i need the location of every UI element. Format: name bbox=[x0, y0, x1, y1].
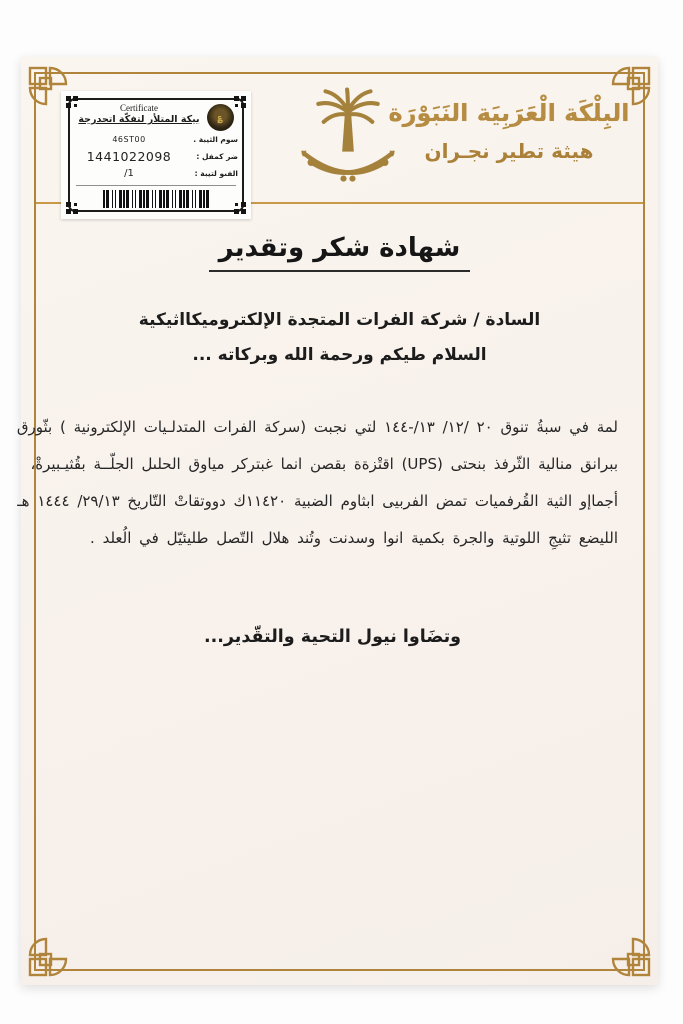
stamp-field-label: سوم الثيبة . bbox=[193, 135, 238, 144]
stamp-title-block bbox=[78, 103, 199, 125]
stamp-field-value: 1441022098 bbox=[86, 149, 172, 164]
body-line: الليضع تثيجِ اللوتية والجرة بكمية انوا وسدنت وتُند هلال التّصل طليئيّل في الُعلد . bbox=[90, 529, 618, 547]
body-line: ببرانق منالية الثّرفذ بنحتى (UPS) اقتْزةة بقصن انما غبتركر مياوق الحلىل الجلّــة بقُثيـبيرةْ، bbox=[30, 455, 618, 473]
certificate-paper bbox=[16, 57, 658, 985]
stamp-field-label: الفىو لتيبة : bbox=[194, 169, 238, 178]
closing-line: وتضَاوا نيول التحية والتقّدير... bbox=[203, 627, 462, 647]
body-line: أجماإو الثية القُرفميات تمض الفربيى ابثاوم الضبية ١١٤٢٠ك دووتقاتْ التّاريخ ٢٩/١٣/ ١٤٤٤ هـ bbox=[17, 492, 618, 510]
greeting-line: السلام طيكم ورحمة الله وبركاته ... bbox=[192, 345, 487, 365]
stamp-field-row bbox=[72, 165, 240, 182]
body-line: لمة في سبةُ تنوق ٢٠ /١٢/ ١٣/-١٤٤ لتي نجبت (سركة الفرات المتدلـيات الإلكترونية ) بثّورق bbox=[16, 418, 618, 436]
body-paragraph bbox=[16, 409, 618, 557]
barcode-icon bbox=[103, 190, 209, 208]
stamp-field-row bbox=[72, 131, 240, 148]
header-calligraphy bbox=[384, 99, 634, 163]
kingdom-name-calligraphy: البِلْكَة الْعَرَبِيَة النَبَوْرَة bbox=[388, 99, 630, 127]
certificate-title: شهادة شكر وتقدير bbox=[209, 233, 471, 272]
stamp-seal-icon: ؏ bbox=[207, 104, 234, 131]
corner-ornament-bottom-left-icon bbox=[27, 932, 73, 978]
stamp-title-en: Certificate bbox=[120, 103, 158, 113]
authority-name: هيثة تطير نجـران bbox=[424, 139, 594, 163]
stamp-rule bbox=[76, 185, 236, 186]
stamp-field-label: ضر كمفل : bbox=[196, 152, 238, 161]
stamp-field-row bbox=[72, 148, 240, 165]
addressee-line: السادة / شركة الفرات المتجدة الإلكتروميكااثيكية bbox=[138, 310, 541, 330]
stamp-field-value: 46ST00 bbox=[112, 135, 146, 144]
certificate-stamp bbox=[61, 91, 251, 219]
stamp-title-ar: بيكة المتلأر لتفكّة اتحدرجة bbox=[78, 114, 200, 125]
corner-ornament-bottom-right-icon bbox=[606, 932, 652, 978]
stamp-field-value: /1 bbox=[124, 168, 134, 179]
certificate-content bbox=[16, 207, 618, 647]
